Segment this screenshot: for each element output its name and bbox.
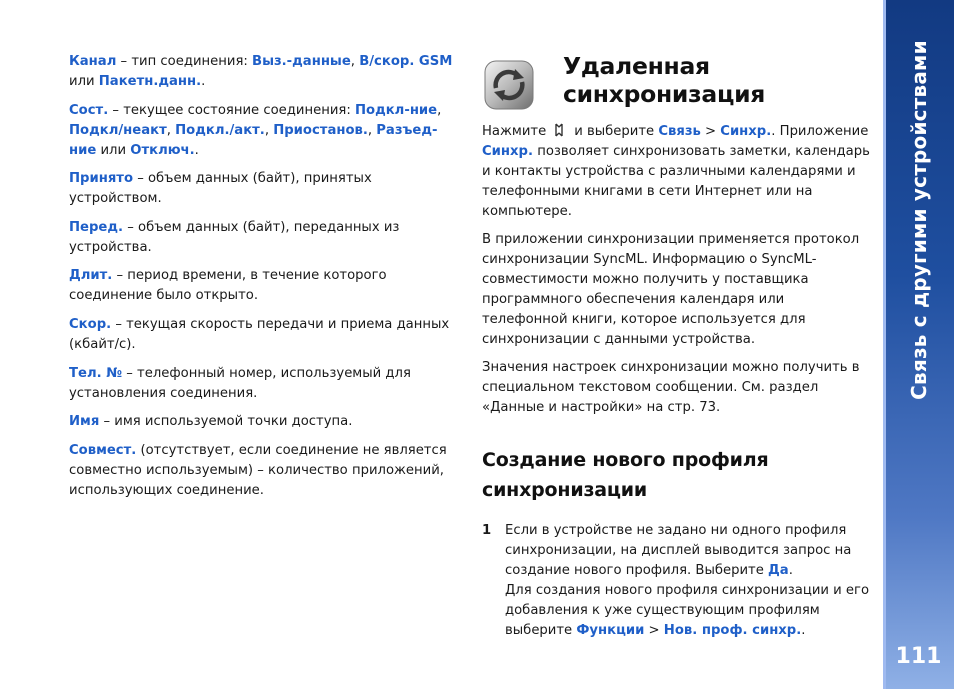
term-skor: Скор.	[69, 316, 112, 332]
page-title: Удаленная синхронизация	[563, 52, 766, 108]
syncml-paragraph: В приложении синхронизации применяется протокол синхронизации SyncML. Информацию о SyncML-совместимости можно получить у поставщика программного обеспечения календаря или телефонной книги, которое используется для синхронизации с данными устройства.	[482, 232, 860, 347]
section-title-block	[482, 52, 872, 120]
entry-sovmest: Совмест. (отсутствует, если соединение не является совместно используемым) – количество приложений, использующих соединение.	[69, 442, 447, 498]
step-1-text-a: Если в устройстве не задано ни одного профиля синхронизации, на дисплей выводится запрос на создание нового профиля. Выберите Да.	[505, 523, 852, 578]
option-podkl-nie: Подкл-ние	[354, 102, 438, 118]
option-priostanov: Приостанов.	[273, 122, 368, 138]
term-sost: Сост.	[69, 102, 109, 118]
menu-svyaz: Связь	[658, 124, 701, 139]
term-kanal: Канал	[69, 54, 117, 69]
right-column	[482, 52, 872, 641]
option-da: Да	[768, 563, 789, 578]
step-1-text-b: Для создания нового профиля синхронизации и его добавления к уже существующим профилям выберите Функции > Нов. проф. синхр..	[505, 583, 870, 638]
entry-sost: Сост. – текущее состояние соединения: Подкл-ние, Подкл/неакт, Подкл./акт., Приостанов., Разъед-ние или Отключ..	[69, 102, 442, 158]
term-dlit: Длит.	[69, 268, 113, 284]
app-sinhr: Синхр.	[482, 144, 533, 159]
option-podkl-akt: Подкл./акт.	[175, 122, 265, 138]
settings-paragraph: Значения настроек синхронизации можно получить в специальном текстовом сообщении. См. раздел «Данные и настройки» на стр. 73.	[482, 360, 860, 415]
chapter-title: Связь с другими устройствами	[906, 40, 931, 400]
term-imya: Имя	[69, 414, 100, 430]
menu-sinhr: Синхр.	[720, 124, 772, 139]
step-number: 1	[482, 523, 492, 538]
sync-icon	[482, 58, 536, 112]
term-pered: Перед.	[69, 219, 124, 235]
subheading-new-profile: Создание нового профиля синхронизации	[482, 449, 769, 501]
entry-skor: Скор. – текущая скорость передачи и приема данных (кбайт/с).	[69, 316, 450, 352]
entry-tel: Тел. № – телефонный номер, используемый для установления соединения.	[69, 365, 411, 401]
option-vyz-dannye: Выз.-данные	[252, 54, 351, 69]
term-prinyato: Принято	[69, 171, 133, 187]
entry-dlit: Длит. – период времени, в течение которого соединение было открыто.	[69, 268, 387, 304]
option-v-skor-gsm: В/скор. GSM	[359, 54, 453, 69]
left-column	[69, 52, 459, 509]
entry-prinyato: Принято – объем данных (байт), принятых устройством.	[69, 171, 372, 207]
option-podkl-neakt: Подкл/неакт	[69, 122, 167, 138]
entry-imya: Имя – имя используемой точки доступа.	[69, 414, 353, 430]
entry-pered: Перед. – объем данных (байт), переданных из устройства.	[69, 219, 400, 255]
option-otklyuch: Отключ.	[130, 142, 195, 158]
menu-funktsii: Функции	[576, 623, 645, 638]
entry-kanal: Канал – тип соединения: Выз.-данные, В/скор. GSM или Пакетн.данн..	[69, 54, 453, 89]
option-paketn-dann: Пакетн.данн.	[98, 74, 202, 89]
menu-key-icon	[552, 123, 566, 137]
chapter-sidebar	[883, 0, 954, 689]
option-razed-nie: Разъед-ние	[69, 122, 438, 158]
chapter-title-wrap	[883, 40, 954, 400]
page-number: 111	[895, 644, 942, 669]
term-sovmest: Совмест.	[69, 442, 137, 458]
term-tel: Тел. №	[69, 365, 123, 381]
menu-nov-prof-sinhr: Нов. проф. синхр.	[663, 623, 802, 638]
intro-paragraph: Нажмите и выберите Связь > Синхр.. Приложение Синхр. позволяет синхронизовать заметки, календарь и контакты устройства с различными календарями и телефонными книгами в сети Интернет или на компьютере.	[482, 124, 870, 219]
step-1	[482, 521, 872, 641]
